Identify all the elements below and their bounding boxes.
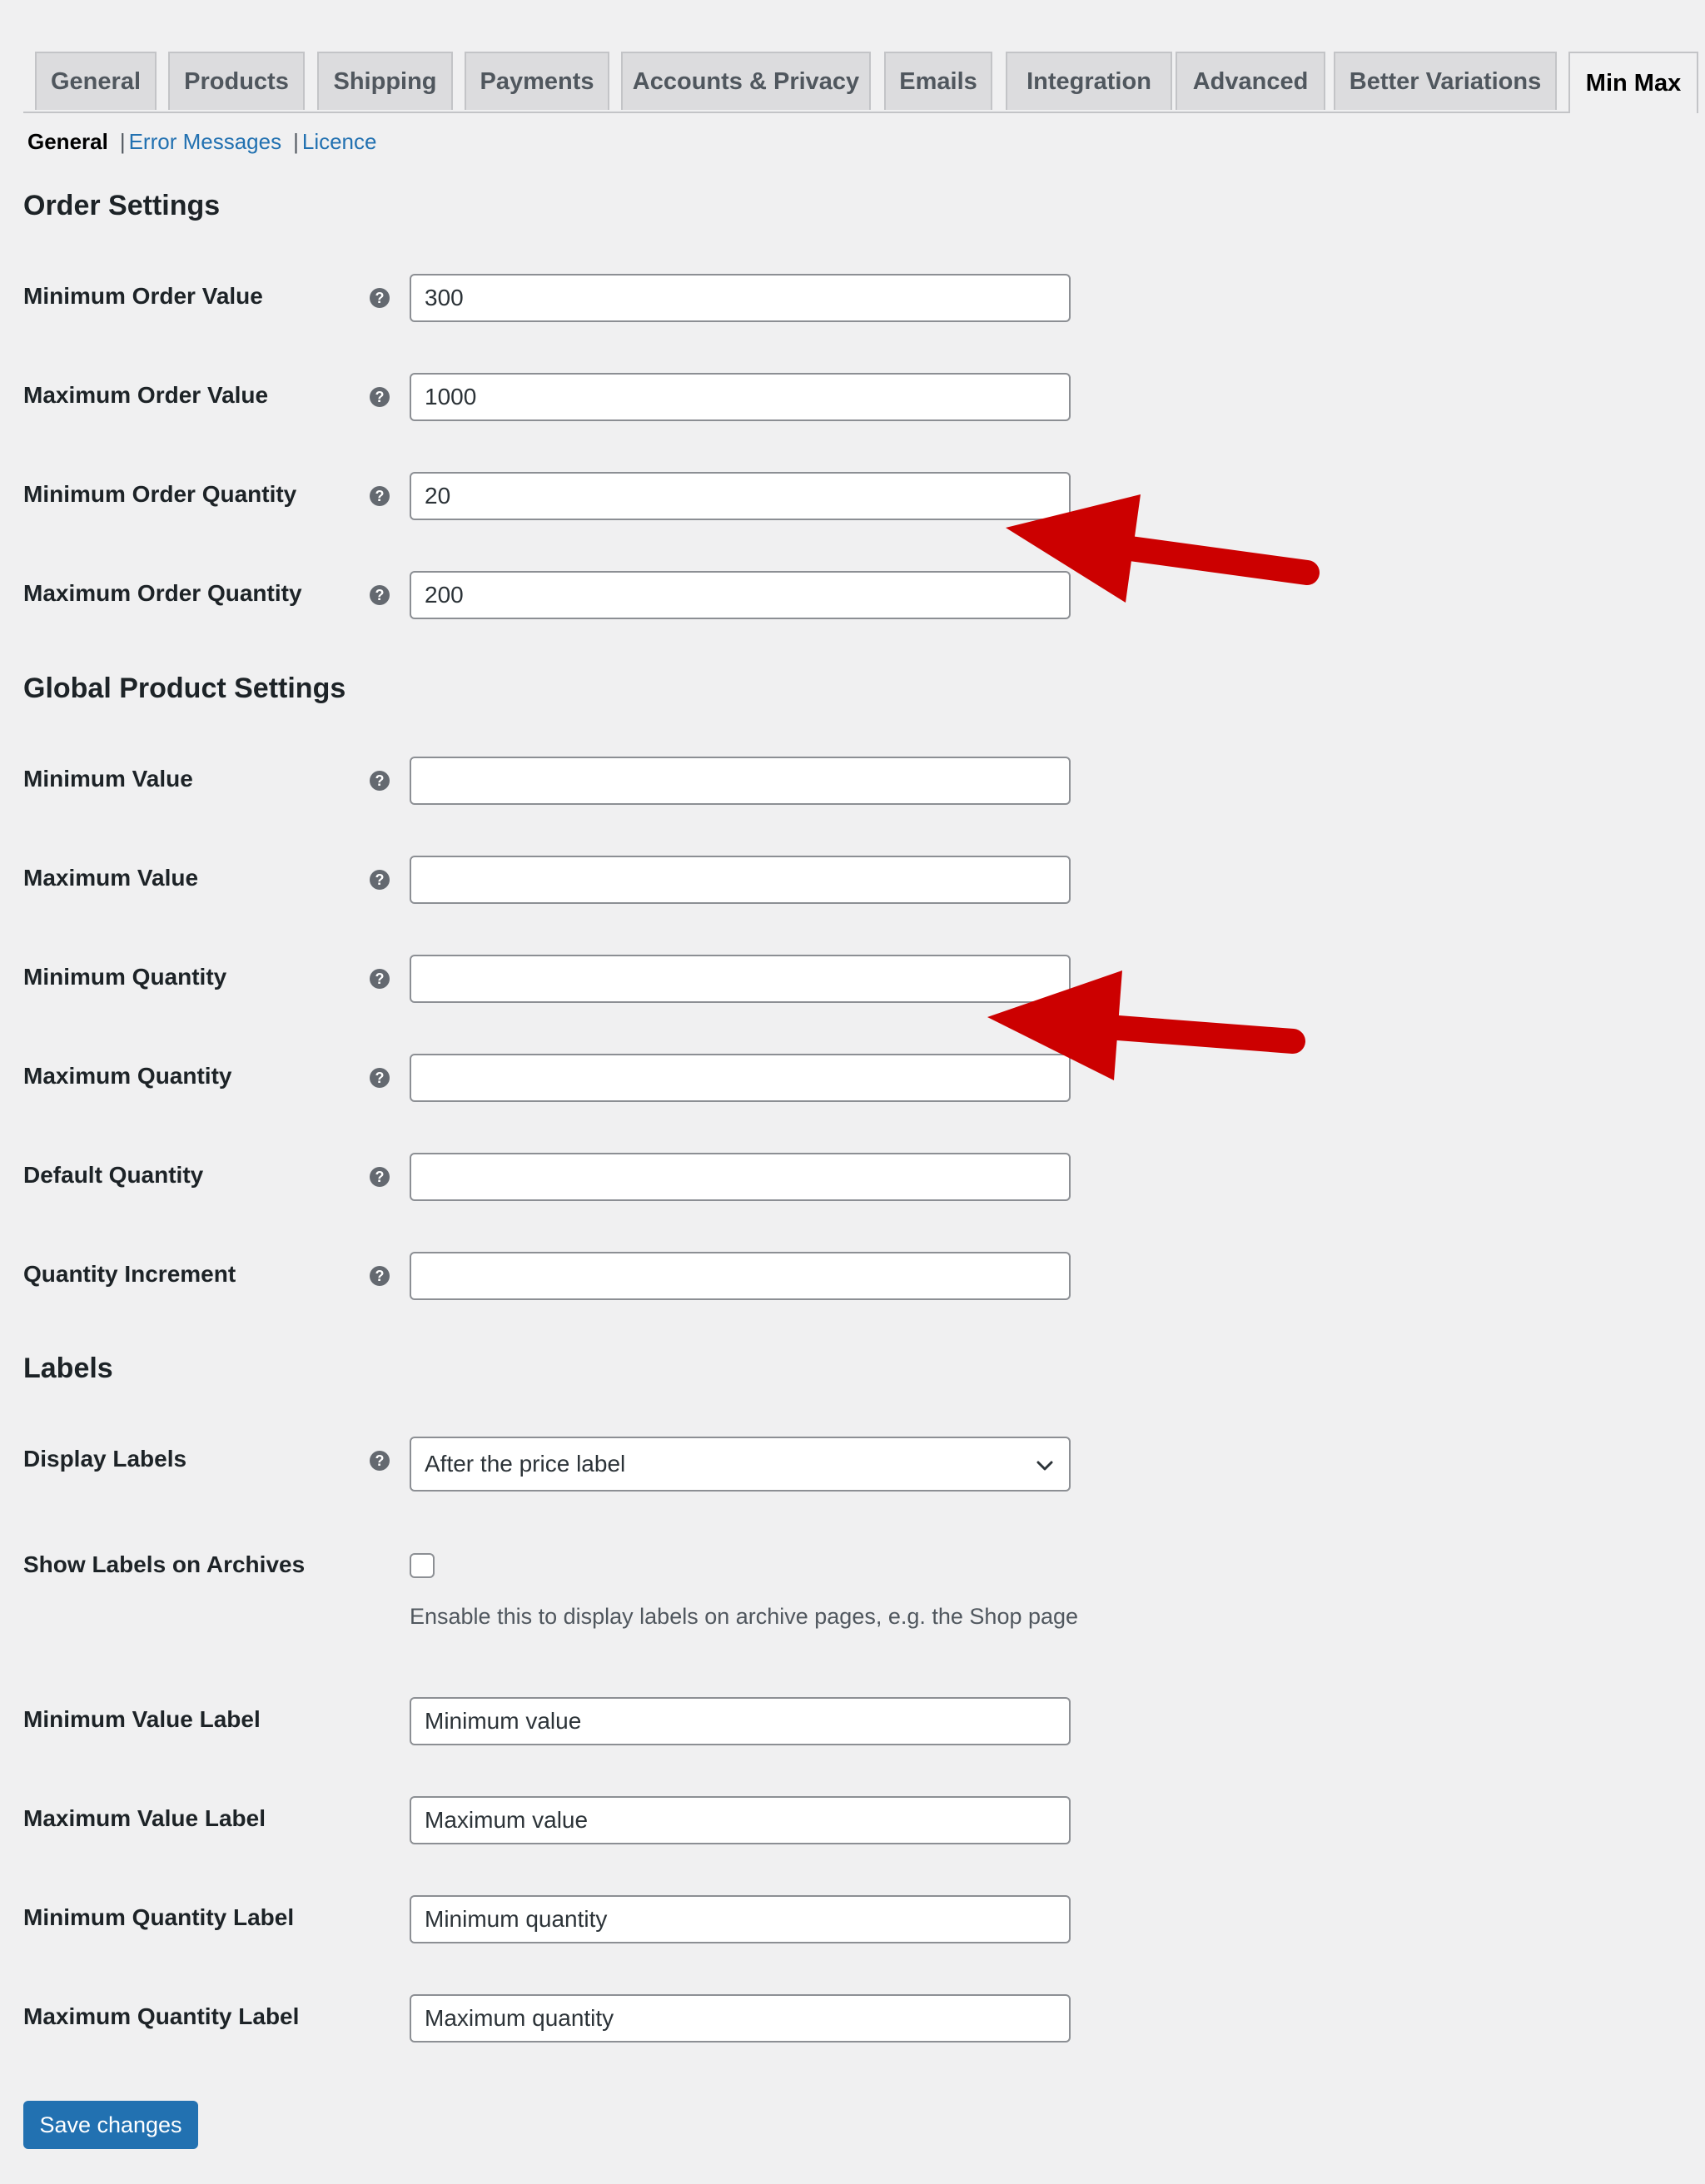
tab-products[interactable]: Products (168, 52, 305, 110)
maximum-value-input[interactable] (410, 856, 1071, 904)
question-circle-icon[interactable]: ? (370, 969, 390, 989)
tab-accounts-privacy[interactable]: Accounts & Privacy (621, 52, 871, 110)
section-title-global-product-settings: Global Product Settings (23, 673, 346, 704)
sub-navigation (27, 129, 376, 155)
tab-shipping[interactable]: Shipping (317, 52, 453, 110)
maximum-quantity-label: Maximum Quantity (23, 1063, 232, 1089)
tab-integration[interactable]: Integration (1006, 52, 1172, 110)
maximum-order-quantity-label: Maximum Order Quantity (23, 580, 302, 606)
settings-tabs (23, 52, 1698, 113)
minimum-quantity-label-input[interactable] (410, 1895, 1071, 1943)
save-changes-button[interactable]: Save changes (23, 2101, 198, 2149)
tab-better-variations[interactable]: Better Variations (1334, 52, 1557, 110)
tab-emails[interactable]: Emails (884, 52, 992, 110)
question-circle-icon[interactable]: ? (370, 1167, 390, 1187)
question-circle-icon[interactable]: ? (370, 288, 390, 308)
section-title-order-settings: Order Settings (23, 190, 221, 221)
tab-min-max[interactable]: Min Max (1568, 52, 1698, 113)
show-labels-on-archives-description: Ensable this to display labels on archive pages, e.g. the Shop page (410, 1604, 1079, 1629)
subnav-link-licence[interactable]: Licence (301, 129, 377, 154)
question-circle-icon[interactable]: ? (370, 387, 390, 407)
tab-payments[interactable]: Payments (465, 52, 609, 110)
default-quantity-label: Default Quantity (23, 1162, 204, 1188)
maximum-order-value-label: Maximum Order Value (23, 382, 269, 408)
minimum-value-label-input[interactable] (410, 1697, 1071, 1745)
display-labels-label: Display Labels (23, 1446, 187, 1472)
show-labels-on-archives-label: Show Labels on Archives (23, 1551, 306, 1577)
maximum-value-label: Maximum Value (23, 865, 199, 891)
quantity-increment-input[interactable] (410, 1252, 1071, 1300)
minimum-order-quantity-input[interactable] (410, 472, 1071, 520)
minimum-quantity-label-label: Minimum Quantity Label (23, 1904, 295, 1930)
quantity-increment-label: Quantity Increment (23, 1261, 236, 1287)
maximum-value-label-label: Maximum Value Label (23, 1805, 266, 1831)
question-circle-icon[interactable]: ? (370, 1068, 390, 1088)
maximum-order-quantity-input[interactable] (410, 571, 1071, 619)
default-quantity-input[interactable] (410, 1153, 1071, 1201)
section-title-labels: Labels (23, 1353, 113, 1384)
minimum-order-value-input[interactable] (410, 274, 1071, 322)
display-labels-selected-value: After the price label (425, 1451, 626, 1477)
minimum-quantity-label: Minimum Quantity (23, 964, 227, 990)
minimum-value-input[interactable] (410, 757, 1071, 805)
question-circle-icon[interactable]: ? (370, 585, 390, 605)
question-circle-icon[interactable]: ? (370, 1266, 390, 1286)
chevron-down-icon (1034, 1455, 1056, 1477)
subnav-link-error-messages[interactable]: Error Messages (128, 129, 282, 154)
maximum-value-label-input[interactable] (410, 1796, 1071, 1844)
minimum-value-label-label: Minimum Value Label (23, 1706, 261, 1732)
show-labels-on-archives-checkbox[interactable] (410, 1553, 435, 1578)
maximum-quantity-label-label: Maximum Quantity Label (23, 2003, 300, 2029)
minimum-quantity-input[interactable] (410, 955, 1071, 1003)
question-circle-icon[interactable]: ? (370, 1451, 390, 1471)
maximum-quantity-label-input[interactable] (410, 1994, 1071, 2043)
maximum-quantity-input[interactable] (410, 1054, 1071, 1102)
display-labels-select[interactable] (410, 1437, 1071, 1492)
minimum-value-label: Minimum Value (23, 766, 193, 792)
question-circle-icon[interactable]: ? (370, 486, 390, 506)
tab-advanced[interactable]: Advanced (1176, 52, 1325, 110)
minimum-order-quantity-label: Minimum Order Quantity (23, 481, 297, 507)
subnav-separator: | (293, 129, 299, 154)
tab-general[interactable]: General (35, 52, 157, 110)
maximum-order-value-input[interactable] (410, 373, 1071, 421)
subnav-separator: | (119, 129, 126, 154)
minimum-order-value-label: Minimum Order Value (23, 283, 263, 309)
subnav-current-general: General (27, 129, 108, 154)
question-circle-icon[interactable]: ? (370, 771, 390, 791)
question-circle-icon[interactable]: ? (370, 870, 390, 890)
